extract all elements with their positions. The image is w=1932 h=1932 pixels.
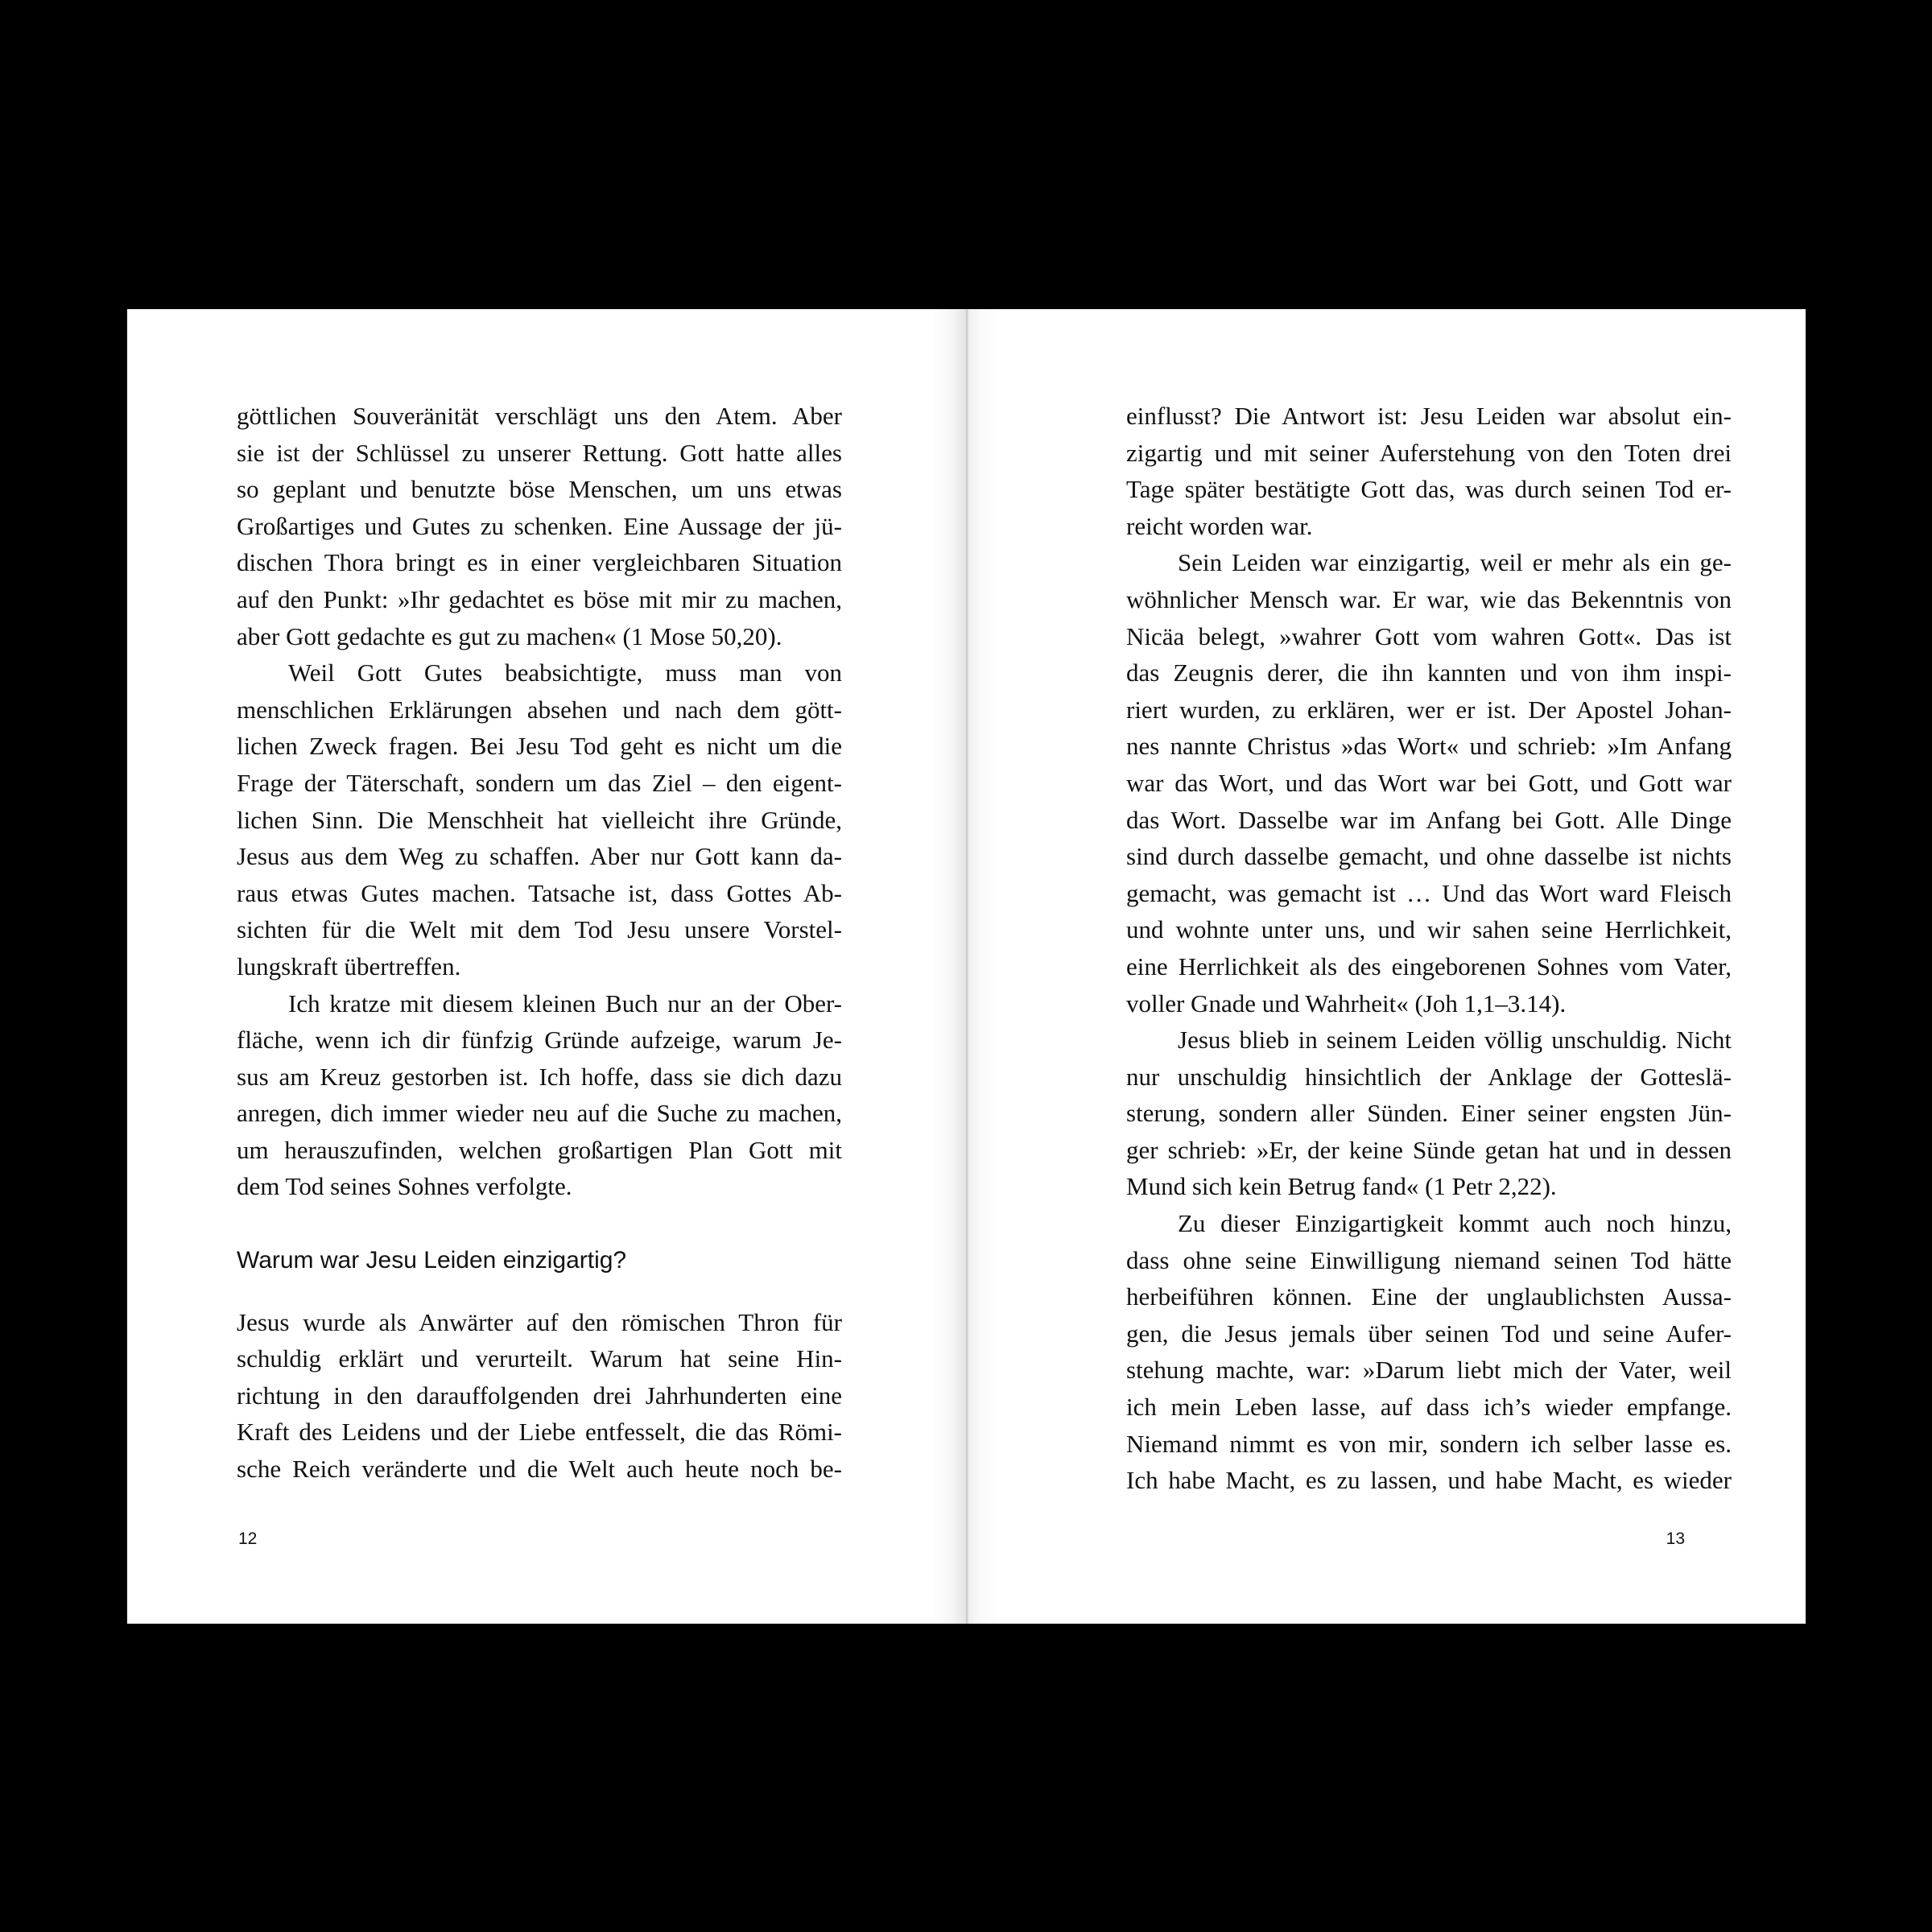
body-line: riert wurden, zu erklären, wer er ist. Der Apostel Johan-: [1126, 695, 1732, 724]
body-line: einflusst? Die Antwort ist: Jesu Leiden war absolut ein-: [1126, 402, 1732, 430]
body-line: Sein Leiden war einzigartig, weil er mehr als ein ge-: [1178, 548, 1732, 577]
body-line: Zu dieser Einzigartigkeit kommt auch noch hinzu,: [1178, 1209, 1732, 1238]
body-line: dass ohne seine Einwilligung niemand seinen Tod hätte: [1126, 1245, 1732, 1274]
body-line: war das Wort, und das Wort war bei Gott, und Gott war: [1126, 768, 1732, 797]
body-line: sus am Kreuz gestorben ist. Ich hoffe, dass sie dich dazu: [237, 1062, 842, 1091]
book-spread: [127, 309, 1806, 1624]
body-line: wöhnlicher Mensch war. Er war, wie das Bekenntnis von: [1126, 584, 1732, 613]
body-line: dem Tod seines Sohnes verfolgte.: [237, 1172, 572, 1201]
body-line: reicht worden war.: [1126, 511, 1313, 540]
body-line: nes nannte Christus »das Wort« und schrieb: »Im Anfang: [1126, 732, 1732, 761]
body-line: raus etwas Gutes machen. Tatsache ist, dass Gottes Ab-: [237, 878, 842, 907]
body-line: fläche, wenn ich dir fünfzig Gründe aufzeige, warum Je-: [237, 1026, 842, 1055]
body-line: nur unschuldig hinsichtlich der Anklage der Gotteslä-: [1126, 1062, 1732, 1091]
body-line: um herauszufinden, welchen großartigen Plan Gott mit: [237, 1135, 842, 1164]
body-line: Großartiges und Gutes zu schenken. Eine Aussage der jü-: [237, 511, 842, 540]
body-line: aber Gott gedachte es gut zu machen« (1 Mose 50,20).: [237, 621, 782, 650]
body-line: dischen Thora bringt es in einer vergleichbaren Situation: [237, 548, 842, 577]
body-line: gen, die Jesus jemals über seinen Tod und seine Aufer-: [1126, 1319, 1732, 1348]
page-number: 12: [238, 1530, 258, 1548]
body-line: so geplant und benutzte böse Menschen, um uns etwas: [237, 475, 842, 504]
body-line: Weil Gott Gutes beabsichtigte, muss man von: [288, 658, 842, 687]
body-line: zigartig und mit seiner Auferstehung von den Toten drei: [1126, 438, 1732, 467]
body-line: lungskraft übertreffen.: [237, 952, 461, 980]
body-line: richtung in den darauffolgenden drei Jahrhunderten eine: [237, 1381, 842, 1410]
body-line: Jesus aus dem Weg zu schaffen. Aber nur Gott kann da-: [237, 842, 842, 871]
body-line: ger schrieb: »Er, der keine Sünde getan hat und in dessen: [1126, 1135, 1732, 1164]
body-line: Frage der Täterschaft, sondern um das Ziel – den eigent-: [237, 768, 842, 797]
body-line: das Zeugnis derer, die ihn kannten und von ihm inspi-: [1126, 658, 1732, 687]
body-line: eine Herrlichkeit als des eingeborenen Sohnes vom Vater,: [1126, 952, 1732, 980]
body-line: gemacht, was gemacht ist … Und das Wort ward Fleisch: [1126, 878, 1732, 907]
body-line: sichten für die Welt mit dem Tod Jesu unsere Vorstel-: [237, 915, 842, 944]
right-page-text: [1126, 398, 1732, 1499]
body-line: lichen Zweck fragen. Bei Jesu Tod geht es nicht um die: [237, 732, 842, 761]
section-heading: Warum war Jesu Leiden einzigartig?: [237, 1247, 627, 1274]
body-line: menschlichen Erklärungen absehen und nach dem gött-: [237, 695, 842, 724]
left-page-text: [237, 398, 842, 1488]
page-number: 13: [1666, 1530, 1685, 1548]
body-line: und wohnte unter uns, und wir sahen seine Herrlichkeit,: [1126, 915, 1732, 944]
body-line: Nicäa belegt, »wahrer Gott vom wahren Gott«. Das ist: [1126, 621, 1732, 650]
body-line: Jesus wurde als Anwärter auf den römischen Thron für: [237, 1307, 842, 1336]
left-page: [127, 309, 967, 1624]
body-line: anregen, dich immer wieder neu auf die Suche zu machen,: [237, 1099, 842, 1128]
body-line: Mund sich kein Betrug fand« (1 Petr 2,22).: [1126, 1172, 1557, 1201]
body-line: voller Gnade und Wahrheit« (Joh 1,1–3.14).: [1126, 989, 1567, 1018]
body-line: schuldig erklärt und verurteilt. Warum hat seine Hin-: [237, 1344, 842, 1373]
body-line: sie ist der Schlüssel zu unserer Rettung. Gott hatte alles: [237, 438, 842, 467]
body-line: Ich kratze mit diesem kleinen Buch nur an der Ober-: [288, 989, 842, 1018]
body-line: das Wort. Dasselbe war im Anfang bei Gott. Alle Dinge: [1126, 805, 1732, 834]
body-line: ich mein Leben lasse, auf dass ich’s wieder empfange.: [1126, 1393, 1732, 1422]
body-line: Kraft des Leidens und der Liebe entfesselt, die das Römi-: [237, 1418, 842, 1447]
body-line: lichen Sinn. Die Menschheit hat vielleicht ihre Gründe,: [237, 805, 842, 834]
body-line: göttlichen Souveränität verschlägt uns den Atem. Aber: [237, 402, 842, 430]
body-line: auf den Punkt: »Ihr gedachtet es böse mit mir zu machen,: [237, 584, 842, 613]
body-line: stehung machte, war: »Darum liebt mich der Vater, weil: [1126, 1356, 1732, 1385]
body-line: Jesus blieb in seinem Leiden völlig unschuldig. Nicht: [1178, 1026, 1732, 1055]
body-line: Tage später bestätigte Gott das, was durch seinen Tod er-: [1126, 475, 1732, 504]
body-line: sterung, sondern aller Sünden. Einer seiner engsten Jün-: [1126, 1099, 1732, 1128]
right-page: [967, 309, 1806, 1624]
body-line: sind durch dasselbe gemacht, und ohne dasselbe ist nichts: [1126, 842, 1732, 871]
body-line: Ich habe Macht, es zu lassen, und habe Macht, es wieder: [1126, 1466, 1732, 1495]
body-line: herbeiführen können. Eine der unglaublichsten Aussa-: [1126, 1282, 1732, 1311]
body-line: Niemand nimmt es von mir, sondern ich selber lasse es.: [1126, 1429, 1732, 1458]
body-line: sche Reich veränderte und die Welt auch heute noch be-: [237, 1455, 842, 1484]
